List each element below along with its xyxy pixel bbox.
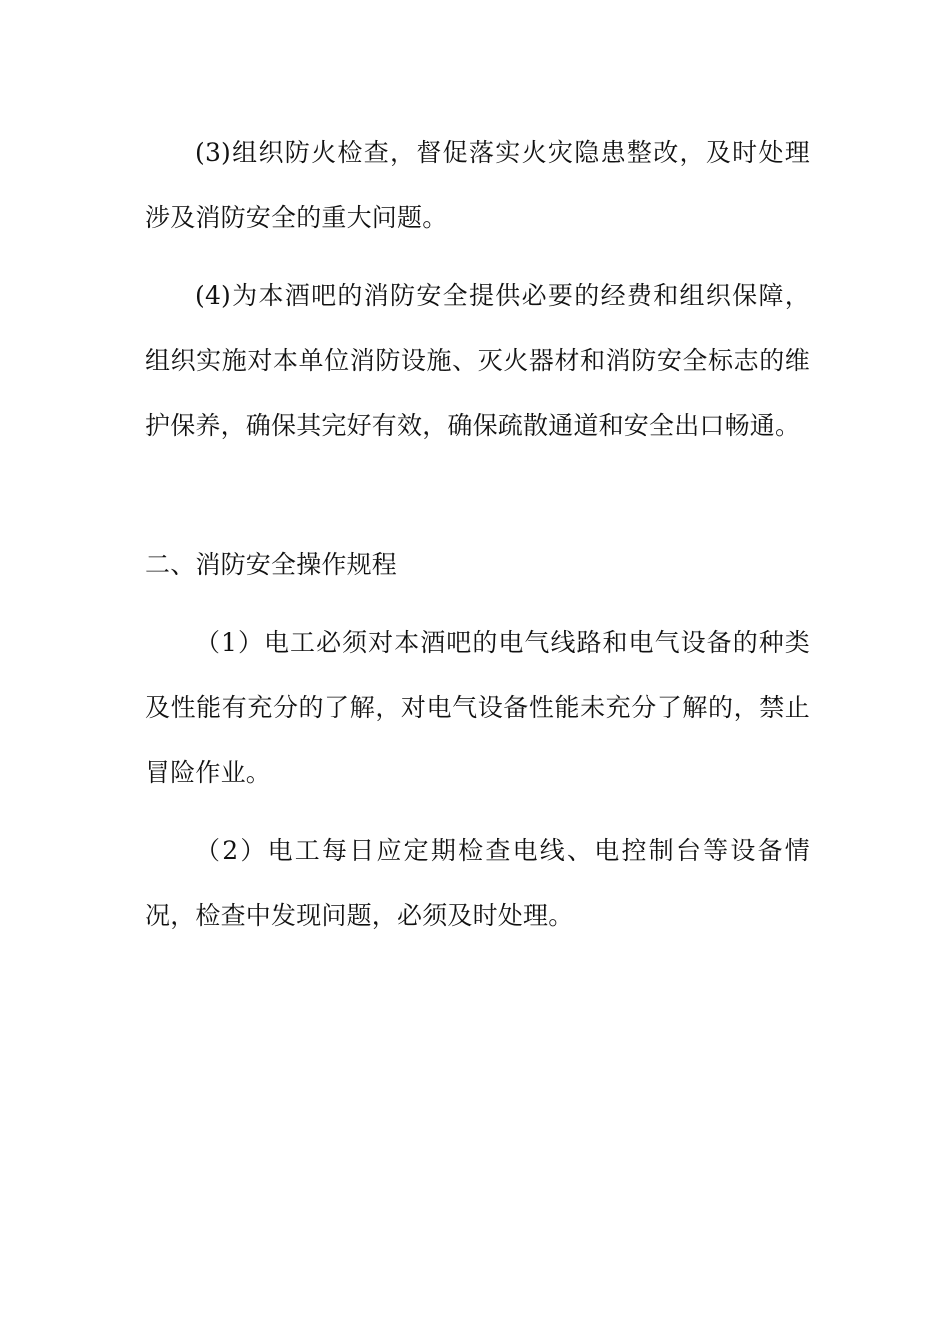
- section-heading: 二、消防安全操作规程: [145, 550, 398, 579]
- paragraph-item-4: (4)为本酒吧的消防安全提供必要的经费和组织保障，组织实施对本单位消防设施、灭火器材和消防安全标志的维护保养，确保其完好有效，确保疏散通道和安全出口畅通。: [145, 281, 810, 440]
- document-body: [145, 120, 810, 961]
- paragraph-rule-2: （2）电工每日应定期检查电线、电控制台等设备情况，检查中发现问题，必须及时处理。: [145, 836, 810, 930]
- paragraph-item-3: (3)组织防火检查，督促落实火灾隐患整改，及时处理涉及消防安全的重大问题。: [145, 138, 810, 232]
- paragraph-rule-1: （1）电工必须对本酒吧的电气线路和电气设备的种类及性能有充分的了解，对电气设备性能未充分了解的，禁止冒险作业。: [145, 628, 810, 787]
